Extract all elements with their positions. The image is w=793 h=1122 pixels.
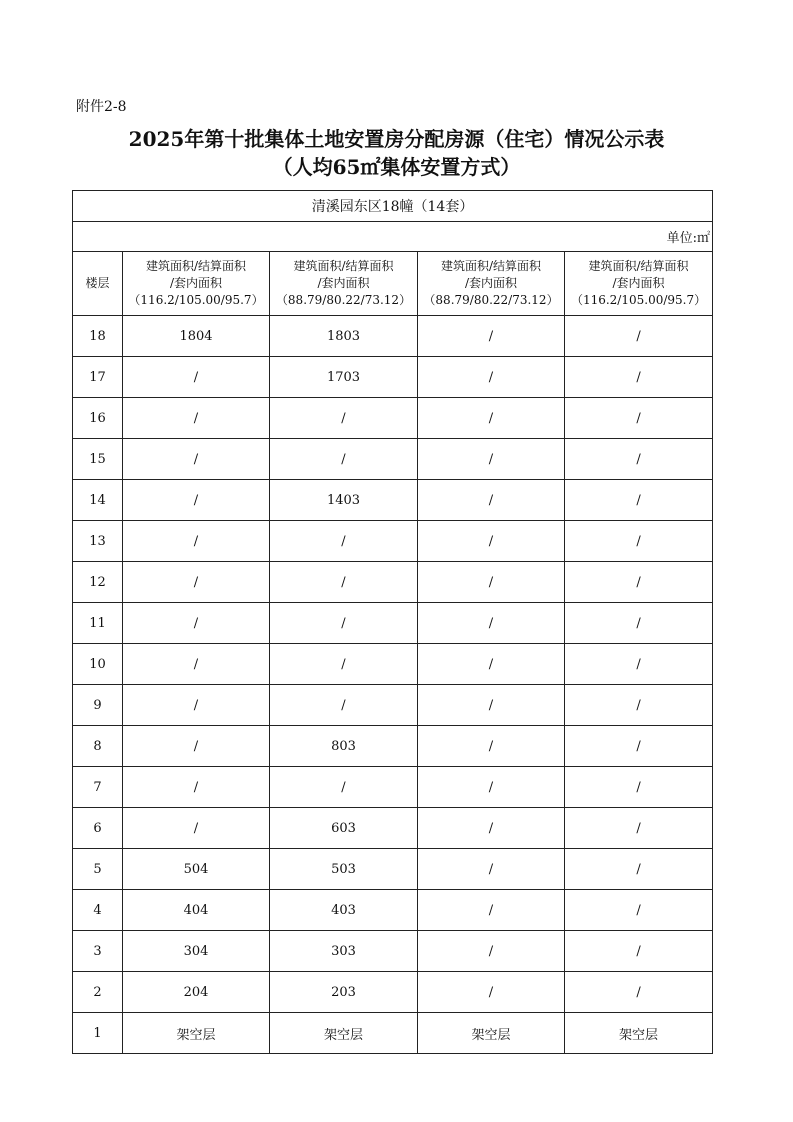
unit-number-cell: / [123, 644, 270, 685]
unit-number-cell: / [418, 972, 565, 1013]
unit-number-cell: / [565, 767, 713, 808]
unit-number-cell: 504 [123, 849, 270, 890]
unit-number-cell: / [418, 767, 565, 808]
unit-number-cell: / [418, 726, 565, 767]
unit-number-cell: 1803 [270, 316, 418, 357]
unit-number-cell: / [123, 521, 270, 562]
area-column-header [565, 252, 713, 316]
unit-number-cell: / [418, 808, 565, 849]
unit-number-cell: / [565, 398, 713, 439]
unit-number-cell: / [565, 726, 713, 767]
unit-number-cell: 1804 [123, 316, 270, 357]
unit-number-cell: / [565, 316, 713, 357]
unit-number-cell: / [270, 439, 418, 480]
column-header-line: （116.2/105.00/95.7） [570, 293, 707, 307]
unit-number-cell: 203 [270, 972, 418, 1013]
unit-number-cell: / [565, 562, 713, 603]
floor-column-header: 楼层 [73, 252, 123, 316]
unit-number-cell: / [123, 603, 270, 644]
column-header-line: 建筑面积/结算面积 [440, 259, 542, 273]
unit-number-cell: / [418, 644, 565, 685]
floor-cell: 1 [73, 1013, 123, 1054]
unit-number-cell: / [123, 398, 270, 439]
unit-number-cell: 803 [270, 726, 418, 767]
floor-cell: 12 [73, 562, 123, 603]
unit-number-cell: 303 [270, 931, 418, 972]
column-header-line: （116.2/105.00/95.7） [128, 293, 264, 307]
unit-number-cell: / [418, 521, 565, 562]
unit-number-cell: / [123, 357, 270, 398]
unit-number-cell: / [565, 849, 713, 890]
floor-cell: 18 [73, 316, 123, 357]
unit-number-cell: / [418, 603, 565, 644]
table-row [73, 1013, 713, 1054]
unit-number-cell: / [418, 357, 565, 398]
floor-cell: 4 [73, 890, 123, 931]
floor-cell: 17 [73, 357, 123, 398]
unit-number-cell: 304 [123, 931, 270, 972]
unit-number-cell: 架空层 [123, 1013, 270, 1054]
unit-number-cell: / [123, 439, 270, 480]
floor-cell: 5 [73, 849, 123, 890]
unit-number-cell: 403 [270, 890, 418, 931]
column-header-line: /套内面积 [612, 276, 665, 290]
table-row [73, 767, 713, 808]
unit-number-cell: 204 [123, 972, 270, 1013]
area-column-header [123, 252, 270, 316]
table-row [73, 398, 713, 439]
unit-number-cell: / [418, 316, 565, 357]
unit-number-cell: / [418, 439, 565, 480]
column-header-line: 建筑面积/结算面积 [145, 259, 247, 273]
unit-number-cell: / [565, 521, 713, 562]
column-header-line: 建筑面积/结算面积 [293, 259, 394, 273]
page-subtitle: （人均65㎡集体安置方式） [272, 155, 521, 179]
unit-number-cell: / [418, 931, 565, 972]
unit-number-cell: / [418, 562, 565, 603]
table-row [73, 890, 713, 931]
floor-cell: 14 [73, 480, 123, 521]
unit-number-cell: / [565, 972, 713, 1013]
unit-number-cell: / [565, 357, 713, 398]
unit-number-cell: / [123, 685, 270, 726]
unit-number-cell: / [123, 562, 270, 603]
building-group-header: 清溪园东区18幢（14套） [73, 191, 713, 222]
unit-number-cell: / [123, 767, 270, 808]
page-title: 2025年第十批集体土地安置房分配房源（住宅）情况公示表 [128, 127, 665, 151]
table-row [73, 480, 713, 521]
table-row [73, 726, 713, 767]
floor-cell: 9 [73, 685, 123, 726]
unit-number-cell: / [418, 398, 565, 439]
unit-number-cell: / [418, 480, 565, 521]
unit-number-cell: / [565, 480, 713, 521]
floor-cell: 6 [73, 808, 123, 849]
unit-number-cell: / [270, 562, 418, 603]
unit-number-cell: 603 [270, 808, 418, 849]
unit-number-cell: / [270, 644, 418, 685]
table-row [73, 316, 713, 357]
unit-label: 单位:㎡ [73, 222, 713, 252]
unit-number-cell: / [565, 603, 713, 644]
unit-number-cell: / [270, 398, 418, 439]
column-header-line: /套内面积 [169, 276, 223, 290]
unit-number-cell: / [565, 439, 713, 480]
floor-cell: 8 [73, 726, 123, 767]
table-row [73, 603, 713, 644]
unit-number-cell: / [123, 726, 270, 767]
unit-number-cell: / [123, 480, 270, 521]
unit-number-cell: / [123, 808, 270, 849]
floor-cell: 13 [73, 521, 123, 562]
unit-number-cell: / [270, 767, 418, 808]
unit-number-cell: 架空层 [270, 1013, 418, 1054]
unit-number-cell: / [565, 890, 713, 931]
unit-number-cell: / [565, 931, 713, 972]
unit-number-cell: 404 [123, 890, 270, 931]
floor-cell: 3 [73, 931, 123, 972]
table-row [73, 972, 713, 1013]
column-header-line: 建筑面积/结算面积 [588, 259, 689, 273]
unit-number-cell: / [270, 685, 418, 726]
floor-cell: 16 [73, 398, 123, 439]
unit-number-cell: / [418, 685, 565, 726]
unit-number-cell: 架空层 [418, 1013, 565, 1054]
unit-number-cell: / [565, 644, 713, 685]
table-row [73, 685, 713, 726]
column-header-line: /套内面积 [464, 276, 518, 290]
unit-number-cell: 503 [270, 849, 418, 890]
floor-cell: 2 [73, 972, 123, 1013]
housing-allocation-table [72, 190, 713, 1054]
table-row [73, 849, 713, 890]
floor-cell: 10 [73, 644, 123, 685]
unit-number-cell: / [418, 890, 565, 931]
unit-number-cell: / [565, 685, 713, 726]
table-row [73, 521, 713, 562]
unit-number-cell: / [270, 521, 418, 562]
column-header-line: （88.79/80.22/73.12） [275, 293, 412, 307]
area-column-header [418, 252, 565, 316]
table-row [73, 439, 713, 480]
table-row [73, 562, 713, 603]
table-row [73, 808, 713, 849]
floor-cell: 11 [73, 603, 123, 644]
table-row [73, 644, 713, 685]
unit-number-cell: 架空层 [565, 1013, 713, 1054]
unit-number-cell: / [565, 808, 713, 849]
unit-number-cell: / [418, 849, 565, 890]
unit-number-cell: 1703 [270, 357, 418, 398]
table-row [73, 931, 713, 972]
table-row [73, 357, 713, 398]
attachment-label: 附件2-8 [76, 99, 127, 115]
column-header-line: （88.79/80.22/73.12） [423, 293, 559, 307]
floor-cell: 15 [73, 439, 123, 480]
unit-number-cell: 1403 [270, 480, 418, 521]
unit-number-cell: / [270, 603, 418, 644]
floor-cell: 7 [73, 767, 123, 808]
area-column-header [270, 252, 418, 316]
column-header-line: /套内面积 [317, 276, 370, 290]
